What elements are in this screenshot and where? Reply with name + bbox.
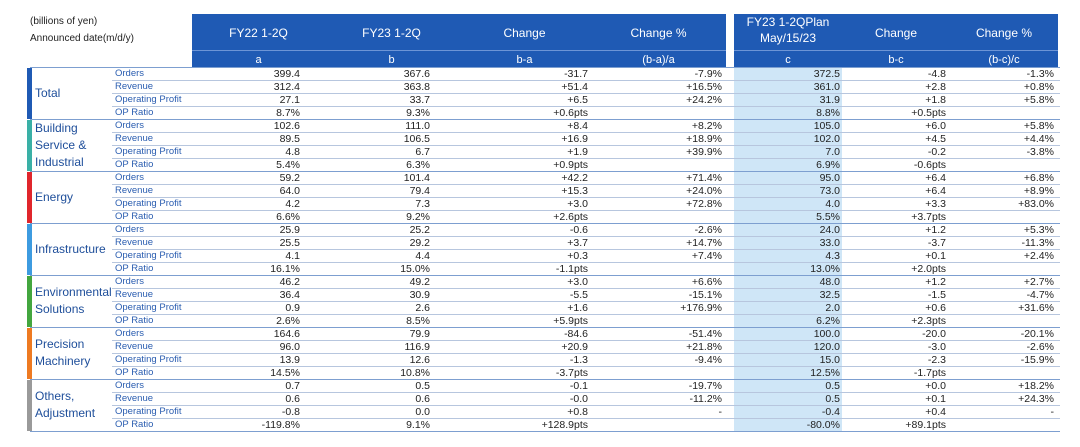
cell-change: +5.9pts xyxy=(553,315,588,327)
cell-change-plan: -3.0 xyxy=(927,341,946,353)
cell-change: +2.6pts xyxy=(553,211,588,223)
segment-name-precision-machinery: Machinery xyxy=(35,354,91,368)
cell-change-plan: +0.5pts xyxy=(911,107,946,119)
cell-fy23: 33.7 xyxy=(409,94,430,106)
cell-change: +8.4 xyxy=(567,120,588,132)
cell-fy23: 9.3% xyxy=(406,107,430,119)
unit-note: (billions of yen) xyxy=(30,16,98,27)
segment-name-infrastructure: Infrastructure xyxy=(35,241,106,256)
cell-fy22: -0.8 xyxy=(281,406,300,418)
date-note: Announced date(m/d/y) xyxy=(30,33,134,44)
cell-fy23: 79.9 xyxy=(409,328,430,340)
cell-fy22: 27.1 xyxy=(279,94,300,106)
cell-change: -0.1 xyxy=(569,380,588,392)
cell-change: +42.2 xyxy=(561,172,588,184)
cell-change-pct: -15.1% xyxy=(688,289,722,301)
cell-fy22: 59.2 xyxy=(279,172,300,184)
sub-b-a-over-a: (b-a)/a xyxy=(642,54,675,66)
cell-change-pct: -19.7% xyxy=(688,380,722,392)
cell-plan: 32.5 xyxy=(819,289,840,301)
cell-plan: 95.0 xyxy=(819,172,840,184)
cell-fy23: 8.5% xyxy=(406,315,430,327)
cell-change-pct: +24.2% xyxy=(686,94,722,106)
cell-change-plan: +0.0 xyxy=(925,380,946,392)
cell-plan: 13.0% xyxy=(810,263,840,275)
cell-change-pct: +39.9% xyxy=(686,146,722,158)
cell-fy22: 5.4% xyxy=(276,159,300,171)
table-bottom-border xyxy=(30,431,1060,432)
cell-fy23: 6.7 xyxy=(415,146,430,158)
header-plan: FY23 1-2QPlan xyxy=(746,15,830,29)
cell-change-pct-plan: +5.8% xyxy=(1023,120,1054,132)
cell-fy22: 13.9 xyxy=(279,354,300,366)
cell-change-pct: -7.9% xyxy=(694,68,722,80)
metric-label: Revenue xyxy=(115,81,154,92)
cell-plan: 0.5 xyxy=(825,393,840,405)
cell-fy22: 64.0 xyxy=(279,185,300,197)
cell-fy23: 106.5 xyxy=(403,133,430,145)
metric-label: Operating Profit xyxy=(115,406,182,417)
header-plan-date: May/15/23 xyxy=(759,31,817,45)
cell-fy22: 164.6 xyxy=(273,328,300,340)
cell-change-pct: +6.6% xyxy=(691,276,722,288)
cell-change-pct-plan: +0.8% xyxy=(1023,81,1054,93)
cell-change: +0.3 xyxy=(567,250,588,262)
cell-fy23: 111.0 xyxy=(405,120,430,132)
cell-fy22: 25.5 xyxy=(279,237,300,249)
segment-color-bar xyxy=(27,224,32,275)
cell-plan: 6.9% xyxy=(816,159,840,171)
cell-fy23: 79.4 xyxy=(409,185,430,197)
cell-plan: 24.0 xyxy=(819,224,840,236)
cell-change-pct-plan: +6.8% xyxy=(1023,172,1054,184)
metric-label: Orders xyxy=(115,328,145,339)
cell-change: +128.9pts xyxy=(541,419,588,431)
segment-color-bar xyxy=(27,380,32,431)
cell-change-plan: -1.5 xyxy=(927,289,946,301)
cell-change: -3.7pts xyxy=(555,367,588,379)
cell-fy23: 2.6 xyxy=(415,302,430,314)
cell-change: +51.4 xyxy=(561,81,588,93)
cell-plan: 73.0 xyxy=(819,185,840,197)
cell-change: +15.3 xyxy=(561,185,588,197)
metric-label: Orders xyxy=(115,120,145,131)
metric-label: Revenue xyxy=(115,185,154,196)
cell-change: -0.6 xyxy=(569,224,588,236)
cell-change-pct-plan: -1.3% xyxy=(1026,68,1054,80)
cell-plan: 6.2% xyxy=(816,315,840,327)
cell-change-plan: +6.0 xyxy=(925,120,946,132)
segment-name-others-adjustment: Adjustment xyxy=(35,406,96,420)
cell-plan: 120.0 xyxy=(813,341,840,353)
cell-change: +6.5 xyxy=(567,94,588,106)
segment-name-total: Total xyxy=(35,85,61,100)
header-fy22: FY22 1-2Q xyxy=(229,26,288,40)
cell-fy22: 8.7% xyxy=(276,107,300,119)
metric-label: Orders xyxy=(115,172,145,183)
metric-label: Orders xyxy=(115,380,145,391)
cell-change-plan: -3.7 xyxy=(927,237,946,249)
header-change-pct-plan: Change % xyxy=(975,26,1033,40)
cell-change-plan: +2.0pts xyxy=(911,263,946,275)
metric-label: OP Ratio xyxy=(115,107,154,118)
cell-change-pct-plan: - xyxy=(1050,406,1054,418)
cell-fy23: 9.1% xyxy=(406,419,430,431)
cell-change: +16.9 xyxy=(561,133,588,145)
cell-fy22: 6.6% xyxy=(276,211,300,223)
cell-plan: 15.0 xyxy=(819,354,840,366)
cell-fy22: 4.2 xyxy=(285,198,300,210)
cell-plan: 4.3 xyxy=(825,250,840,262)
cell-fy23: 6.3% xyxy=(406,159,430,171)
cell-change: +3.0 xyxy=(567,276,588,288)
metric-label: Revenue xyxy=(115,393,154,404)
cell-change-pct-plan: +8.9% xyxy=(1023,185,1054,197)
header-fy23: FY23 1-2Q xyxy=(362,26,421,40)
header-separator-right xyxy=(734,50,1058,51)
cell-fy22: 96.0 xyxy=(279,341,300,353)
cell-fy22: 0.6 xyxy=(285,393,300,405)
cell-change-plan: -0.2 xyxy=(927,146,946,158)
cell-plan: 0.5 xyxy=(825,380,840,392)
cell-change-pct: +24.0% xyxy=(686,185,722,197)
cell-change-plan: +1.2 xyxy=(925,224,946,236)
cell-change: +3.0 xyxy=(567,198,588,210)
segment-name-energy: Energy xyxy=(35,189,74,204)
cell-change-pct-plan: -3.8% xyxy=(1026,146,1054,158)
cell-change: -5.5 xyxy=(569,289,588,301)
metric-label: OP Ratio xyxy=(115,419,154,430)
cell-plan: 8.8% xyxy=(816,107,840,119)
cell-plan: 33.0 xyxy=(819,237,840,249)
cell-plan: 100.0 xyxy=(813,328,840,340)
cell-change-pct-plan: -11.3% xyxy=(1021,237,1054,249)
cell-change-plan: -4.8 xyxy=(927,68,946,80)
cell-change-plan: +0.6 xyxy=(925,302,946,314)
cell-change-plan: +4.5 xyxy=(925,133,946,145)
cell-change-pct: +7.4% xyxy=(691,250,722,262)
cell-change-pct-plan: -20.1% xyxy=(1020,328,1054,340)
cell-change-plan: -2.3 xyxy=(927,354,946,366)
segment-name-environmental-solutions: Solutions xyxy=(35,302,85,316)
cell-change-plan: +6.4 xyxy=(925,172,946,184)
cell-fy22: 36.4 xyxy=(279,289,300,301)
segment-name-building-service-industrial: Building xyxy=(35,120,78,135)
cell-change: -1.3 xyxy=(569,354,588,366)
cell-fy23: 0.6 xyxy=(415,393,430,405)
metric-label: Operating Profit xyxy=(115,146,182,157)
segment-color-bar xyxy=(27,328,32,379)
cell-change: -84.6 xyxy=(564,328,588,340)
cell-change-pct: -51.4% xyxy=(688,328,722,340)
cell-change-pct: +18.9% xyxy=(686,133,722,145)
cell-change-pct: +176.9% xyxy=(680,302,722,314)
cell-fy22: 0.7 xyxy=(285,380,300,392)
cell-change: -0.0 xyxy=(569,393,588,405)
cell-fy23: 12.6 xyxy=(409,354,430,366)
sub-b-c-over-c: (b-c)/c xyxy=(988,54,1020,66)
cell-change-pct-plan: +2.4% xyxy=(1023,250,1054,262)
cell-fy23: 10.8% xyxy=(400,367,430,379)
cell-plan: 361.0 xyxy=(813,81,840,93)
cell-change-pct-plan: +5.8% xyxy=(1023,94,1054,106)
cell-fy23: 49.2 xyxy=(409,276,430,288)
segment-name-environmental-solutions: Environmental xyxy=(35,285,112,299)
cell-change-pct-plan: -4.7% xyxy=(1026,289,1054,301)
cell-change-plan: +2.3pts xyxy=(911,315,946,327)
sub-b-a: b-a xyxy=(516,54,533,66)
cell-plan: -0.4 xyxy=(821,406,840,418)
cell-fy22: 25.9 xyxy=(279,224,300,236)
segment-name-precision-machinery: Precision xyxy=(35,337,85,351)
segment-color-bar xyxy=(27,172,32,223)
metric-label: Operating Profit xyxy=(115,94,182,105)
cell-fy22: 16.1% xyxy=(270,263,300,275)
cell-fy23: 7.3 xyxy=(415,198,430,210)
cell-fy23: 116.9 xyxy=(404,341,430,353)
cell-plan: 4.0 xyxy=(825,198,840,210)
cell-change: +0.6pts xyxy=(553,107,588,119)
header-separator xyxy=(192,50,726,51)
metric-label: Orders xyxy=(115,276,145,287)
cell-fy22: 4.1 xyxy=(285,250,300,262)
cell-fy22: 46.2 xyxy=(279,276,300,288)
cell-change-pct-plan: -15.9% xyxy=(1020,354,1054,366)
cell-change-plan: +0.1 xyxy=(925,393,946,405)
cell-change-pct: -11.2% xyxy=(689,393,722,405)
metric-label: OP Ratio xyxy=(115,367,154,378)
segment-color-bar xyxy=(27,68,32,119)
cell-change-plan: +3.7pts xyxy=(911,211,946,223)
cell-change: +3.7 xyxy=(567,237,588,249)
metric-label: Revenue xyxy=(115,237,154,248)
cell-change-plan: +2.8 xyxy=(925,81,946,93)
cell-change-plan: +0.1 xyxy=(925,250,946,262)
cell-fy22: 399.4 xyxy=(273,68,300,80)
cell-fy22: 89.5 xyxy=(279,133,300,145)
cell-plan: 372.5 xyxy=(813,68,840,80)
cell-change-pct: +8.2% xyxy=(691,120,722,132)
cell-fy23: 0.0 xyxy=(415,406,430,418)
cell-change: -1.1pts xyxy=(555,263,588,275)
cell-fy23: 25.2 xyxy=(409,224,430,236)
cell-plan: 7.0 xyxy=(825,146,840,158)
cell-change-pct: -9.4% xyxy=(694,354,722,366)
cell-change-pct-plan: +18.2% xyxy=(1018,380,1054,392)
cell-change-pct: +21.8% xyxy=(686,341,722,353)
cell-fy23: 30.9 xyxy=(409,289,430,301)
cell-fy23: 9.2% xyxy=(406,211,430,223)
cell-change-pct-plan: +5.3% xyxy=(1023,224,1054,236)
segment-color-bar xyxy=(27,276,32,327)
cell-change-pct: +16.5% xyxy=(686,81,722,93)
cell-fy23: 363.8 xyxy=(403,81,430,93)
cell-fy23: 0.5 xyxy=(415,380,430,392)
segment-name-building-service-industrial: Industrial xyxy=(35,154,84,169)
metric-label: Orders xyxy=(115,224,145,235)
cell-change-pct-plan: +31.6% xyxy=(1018,302,1054,314)
metric-label: Operating Profit xyxy=(115,302,182,313)
cell-change: +1.6 xyxy=(567,302,588,314)
cell-change-pct: +71.4% xyxy=(686,172,722,184)
metric-label: Revenue xyxy=(115,289,154,300)
metric-label: OP Ratio xyxy=(115,211,154,222)
sub-c: c xyxy=(785,54,791,66)
cell-change: -31.7 xyxy=(564,68,588,80)
cell-change: +1.9 xyxy=(567,146,588,158)
cell-fy22: 2.6% xyxy=(276,315,300,327)
cell-fy22: 0.9 xyxy=(285,302,300,314)
cell-change-plan: +3.3 xyxy=(925,198,946,210)
sub-a: a xyxy=(255,54,262,66)
cell-change: +0.9pts xyxy=(553,159,588,171)
cell-plan: 5.5% xyxy=(816,211,840,223)
cell-plan: 31.9 xyxy=(819,94,840,106)
cell-change-plan: +89.1pts xyxy=(905,419,946,431)
cell-fy23: 15.0% xyxy=(400,263,430,275)
cell-change-pct: +14.7% xyxy=(686,237,722,249)
metric-label: Operating Profit xyxy=(115,250,182,261)
cell-change-pct: +72.8% xyxy=(686,198,722,210)
cell-fy22: -119.8% xyxy=(261,419,300,431)
metric-label: Revenue xyxy=(115,133,154,144)
cell-change-plan: +1.8 xyxy=(925,94,946,106)
cell-plan: 12.5% xyxy=(810,367,840,379)
cell-fy22: 4.8 xyxy=(285,146,300,158)
metric-label: Orders xyxy=(115,68,145,79)
cell-plan: -80.0% xyxy=(806,419,840,431)
cell-fy23: 4.4 xyxy=(415,250,430,262)
sub-b: b xyxy=(388,54,395,66)
metric-label: OP Ratio xyxy=(115,159,154,170)
cell-change-pct: -2.6% xyxy=(694,224,722,236)
metric-label: OP Ratio xyxy=(115,315,154,326)
cell-change-plan: -20.0 xyxy=(922,328,946,340)
cell-change-pct-plan: +83.0% xyxy=(1018,198,1054,210)
cell-fy23: 367.6 xyxy=(403,68,430,80)
cell-fy22: 102.6 xyxy=(273,120,300,132)
cell-fy23: 101.4 xyxy=(403,172,430,184)
cell-plan: 102.0 xyxy=(813,133,840,145)
segment-color-bar xyxy=(27,120,32,171)
cell-fy22: 312.4 xyxy=(273,81,300,93)
metric-label: Operating Profit xyxy=(115,198,182,209)
header-change: Change xyxy=(503,26,546,40)
cell-change-plan: -0.6pts xyxy=(913,159,946,171)
cell-change-pct-plan: +24.3% xyxy=(1018,393,1054,405)
metric-label: OP Ratio xyxy=(115,263,154,274)
cell-change-plan: +0.4 xyxy=(925,406,946,418)
metric-label: Operating Profit xyxy=(115,354,182,365)
cell-change: +0.8 xyxy=(567,406,588,418)
cell-plan: 105.0 xyxy=(813,120,840,132)
cell-change-pct-plan: +2.7% xyxy=(1023,276,1054,288)
segment-name-others-adjustment: Others, xyxy=(35,389,75,403)
cell-fy23: 29.2 xyxy=(409,237,430,249)
cell-plan: 48.0 xyxy=(819,276,840,288)
cell-plan: 2.0 xyxy=(825,302,840,314)
cell-change: +20.9 xyxy=(561,341,588,353)
header-change-plan: Change xyxy=(874,26,918,40)
cell-fy22: 14.5% xyxy=(270,367,300,379)
sub-b-c: b-c xyxy=(888,54,904,66)
cell-change-plan: +6.4 xyxy=(925,185,946,197)
cell-change-plan: -1.7pts xyxy=(913,367,946,379)
cell-change-pct-plan: +4.4% xyxy=(1023,133,1054,145)
cell-change-pct: - xyxy=(718,406,722,418)
cell-change-pct-plan: -2.6% xyxy=(1026,341,1054,353)
metric-label: Revenue xyxy=(115,341,154,352)
segment-name-building-service-industrial: Service & xyxy=(35,137,87,152)
cell-change-plan: +1.2 xyxy=(925,276,946,288)
header-change-pct: Change % xyxy=(630,26,687,40)
